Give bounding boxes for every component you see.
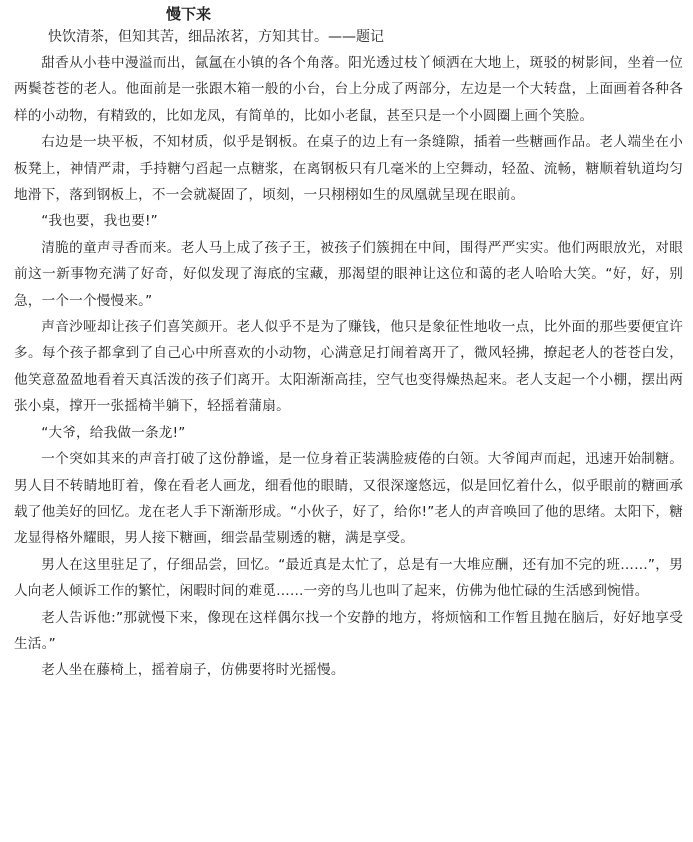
paragraph-10: 老人坐在藤椅上，摇着扇子，仿佛要将时光摇慢。 bbox=[41, 662, 345, 679]
document-title: 慢下来 bbox=[166, 5, 212, 23]
paragraph-5: 声音沙哑却让孩子们喜笑颜开。老人似乎不是为了赚钱，他只是象征性地收一点，比外面的那些要便宜许多。每个孩子都拿到了自己心中所喜欢的小动物，心满意足打闹着离开了，微风轻拂，撩起老人的苍苍白发，他笑意盈盈地看着天真活泼的孩子们离开。太阳渐渐高挂，空气也变得燥热起来。老人支起一个小棚，摆出两张小桌，撑开一张摇椅半躺下，轻摇着蒲扇。 bbox=[14, 319, 683, 415]
paragraph-7: 一个突如其来的声音打破了这份静谧，是一位身着正装满脸疲倦的白领。大爷闻声而起，迅速开始制糖。男人目不转睛地盯着，像在看老人画龙，细看他的眼睛，又很深邃悠远，似是回忆着什么，似乎眼前的糖画承载了他美好的回忆。龙在老人手下渐渐形成。“小伙子，好了，给你!”老人的声音唤回了他的思绪。太阳下，糖龙显得格外耀眼，男人接下糖画，细尝晶莹剔透的糖，满是享受。 bbox=[14, 451, 683, 547]
paragraph-2: 右边是一块平板，不知材质，似乎是钢板。在桌子的边上有一条缝隙，插着一些糖画作品。老人端坐在小板凳上，神情严肃，手持糖勺舀起一点糖浆，在离钢板只有几毫米的上空舞动，轻盈、流畅，糖顺着轨道均匀地滑下，落到钢板上，不一会就凝固了，顷刻，一只栩栩如生的凤凰就呈现在眼前。 bbox=[14, 134, 683, 204]
paragraph-9: 老人告诉他:”那就慢下来，像现在这样偶尔找一个安静的地方，将烦恼和工作暂且抛在脑后，好好地享受生活。” bbox=[14, 609, 683, 652]
paragraph-8: 男人在这里驻足了，仔细品尝，回忆。“最近真是太忙了，总是有一大堆应酬，还有加不完的班……”，男人向老人倾诉工作的繁忙，闲暇时间的难觅……一旁的鸟儿也叫了起来，仿佛为他忙碌的生活感到惋惜。 bbox=[14, 556, 683, 600]
paragraph-6: “大爷，给我做一条龙!” bbox=[41, 424, 186, 441]
paragraph-3: “我也要，我也要!” bbox=[41, 213, 158, 230]
document-page bbox=[0, 4, 693, 842]
paragraph-1: 甜香从小巷中漫溢而出，氤氲在小镇的各个角落。阳光透过枝丫倾洒在大地上，斑驳的树影间，坐着一位两鬓苍苍的老人。他面前是一张跟木箱一般的小台，台上分成了两部分，左边是一个大转盘，上面画着各种各样的小动物，有精致的，比如龙凤，有简单的，比如小老鼠，甚至只是一个小圆圈上画个笑脸。 bbox=[14, 55, 683, 124]
paragraph-4: 清脆的童声寻香而来。老人马上成了孩子王，被孩子们簇拥在中间，围得严严实实。他们两眼放光，对眼前这一新事物充满了好奇，好似发现了海底的宝藏，那渴望的眼神让这位和蔼的老人哈哈大笑。“好，好，别急，一个一个慢慢来。” bbox=[14, 239, 683, 309]
epigraph: 快饮清茶，但知其苦，细品浓茗，方知其甘。——题记 bbox=[48, 29, 384, 45]
